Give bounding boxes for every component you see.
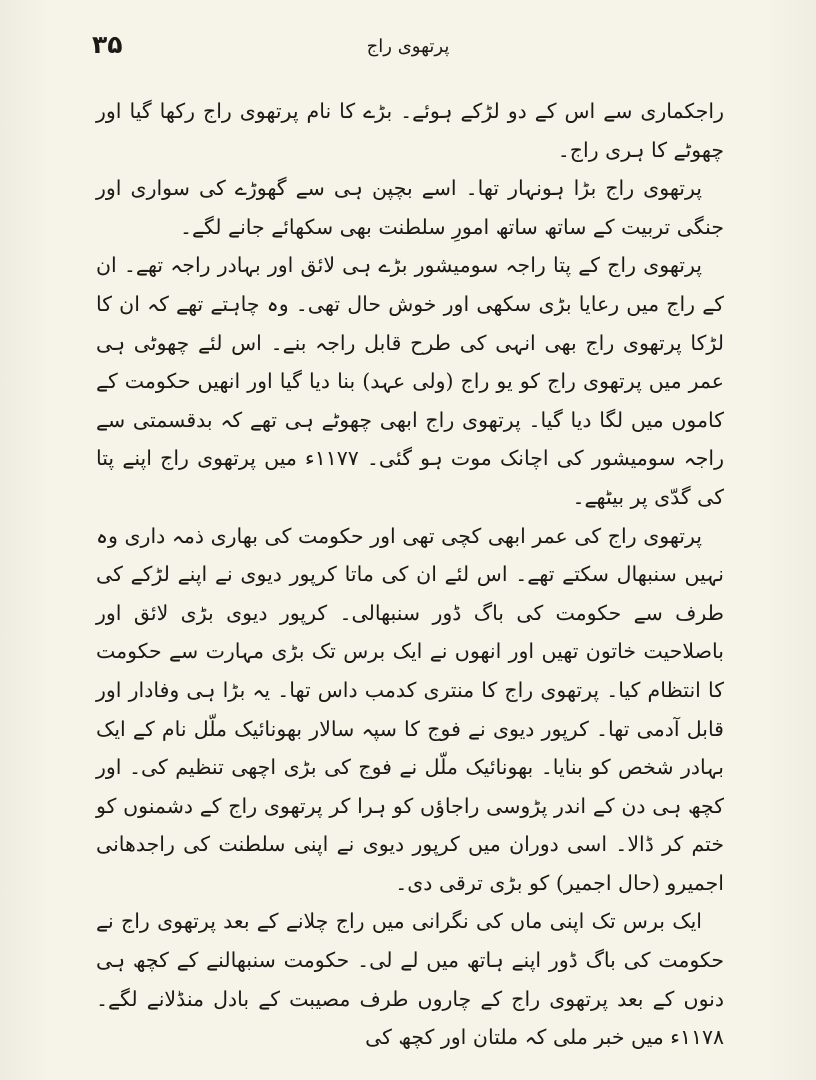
- paragraph-5: ایک برس تک اپنی ماں کی نگرانی میں راج چلانے کے بعد پرتھوی راج نے حکومت کی باگ ڈور اپنے ہاتھ میں لے لی۔ حکومت سنبھالنے کے کچھ ہی دنوں کے بعد پرتھوی راج کے چاروں طرف مصیبت کے بادل منڈلانے لگے۔ ۱۱۷۸ء میں خبر ملی کہ ملتان اور کچھ کی: [96, 909, 724, 1050]
- paragraph-3: پرتھوی راج کے پتا راجہ سومیشور بڑے ہی لائق اور بہادر راجہ تھے۔ ان کے راج میں رعایا بڑی سکھی اور خوش حال تھی۔ وہ چاہتے تھے کہ ان کا لڑکا پرتھوی راج بھی انہی کی طرح قابل راجہ بنے۔ اس لئے چھوٹی ہی عمر میں پرتھوی راج کو یو راج (ولی عہد) بنا دیا گیا اور انھیں حکومت کے کاموں میں لگا دیا گیا۔ پرتھوی راج ابھی چھوٹے ہی تھے کہ بدقسمتی سے راجہ سومیشور کی اچانک موت ہو گئی۔ ۱۱۷۷ء میں پرتھوی راج اپنے پتا کی گدّی پر بیٹھے۔: [96, 253, 724, 509]
- page-number: ۳۵: [92, 30, 123, 59]
- paragraph-2: پرتھوی راج بڑا ہونہار تھا۔ اسے بچپن ہی سے گھوڑے کی سواری اور جنگی تربیت کے ساتھ ساتھ امورِ سلطنت بھی سکھائے جانے لگے۔: [96, 176, 724, 239]
- running-head: پرتھوی راج: [366, 36, 450, 57]
- paragraph-1: راجکماری سے اس کے دو لڑکے ہوئے۔ بڑے کا نام پرتھوی راج رکھا گیا اور چھوٹے کا ہری راج۔: [96, 99, 724, 162]
- paragraph-4: پرتھوی راج کی عمر ابھی کچی تھی اور حکومت کی بھاری ذمہ داری وہ نہیں سنبھال سکتے تھے۔ اس لئے ان کی ماتا کرپور دیوی نے اپنے لڑکے کی طرف سے حکومت کی باگ ڈور سنبھالی۔ کرپور دیوی بڑی لائق اور باصلاحیت خاتون تھیں اور انھوں نے ایک برس تک بڑی مہارت سے حکومت کا انتظام کیا۔ پرتھوی راج کا منتری کدمب داس تھا۔ یہ بڑا ہی وفادار اور قابل آدمی تھا۔ کرپور دیوی نے فوج کا سپہ سالار بھونائیک ملّل نام کے ایک بہادر شخص کو بنایا۔ بھونائیک ملّل نے فوج کی بڑی اچھی تنظیم کی۔ اور کچھ ہی دن کے اندر پڑوسی راجاؤں کو ہرا کر پرتھوی راج کے دشمنوں کو ختم کر ڈالا۔ اسی دوران میں کرپور دیوی نے اپنی سلطنت کی راجدھانی اجمیرو (حال اجمیر) کو بڑی ترقی دی۔: [96, 523, 724, 895]
- page-body: [96, 92, 724, 1057]
